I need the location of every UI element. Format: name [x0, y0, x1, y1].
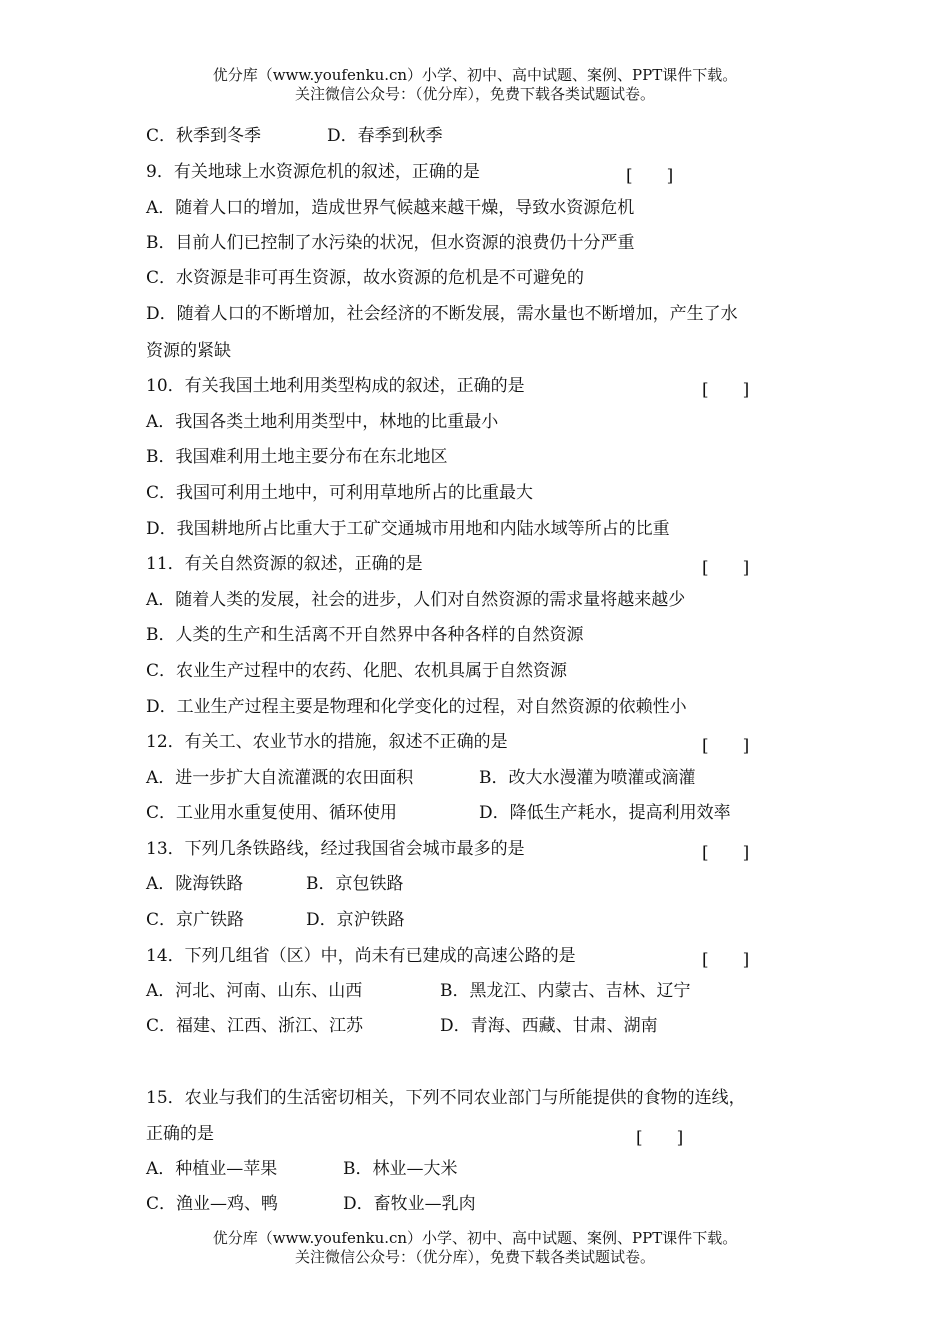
q12-stem: 12．有关工、农业节水的措施，叙述不正确的是 — [146, 732, 508, 752]
q14-option-b: B．黑龙江、内蒙古、吉林、辽宁 — [440, 981, 691, 1001]
q15-stem: 15．农业与我们的生活密切相关，下列不同农业部门与所能提供的食物的连线， — [146, 1088, 746, 1108]
q8-option-d: D．春季到秋季 — [327, 126, 443, 146]
q13-options-ab — [146, 873, 404, 895]
q9-option-d-continued: 资源的紧缺 — [146, 341, 231, 361]
q13-option-d: D．京沪铁路 — [306, 910, 405, 930]
q11-answer-bracket: [ ] — [702, 558, 750, 578]
header-line-1: 优分库（www.youfenku.cn）小学、初中、高中试题、案例、PPT课件下载。 — [212, 66, 738, 84]
q10-option-b: B．我国难利用土地主要分布在东北地区 — [146, 447, 448, 467]
q15-answer-bracket: [ ] — [636, 1128, 684, 1148]
q15-option-d: D．畜牧业—乳肉 — [343, 1194, 476, 1214]
footer-line-2: 关注微信公众号：（优分库），免费下载各类试题试卷。 — [294, 1248, 655, 1266]
q10-option-d: D．我国耕地所占比重大于工矿交通城市用地和内陆水域等所占的比重 — [146, 519, 670, 539]
q14-stem: 14．下列几组省（区）中，尚未有已建成的高速公路的是 — [146, 946, 576, 966]
footer-line-1: 优分库（www.youfenku.cn）小学、初中、高中试题、案例、PPT课件下载。 — [212, 1229, 738, 1247]
q9-answer-bracket: [ ] — [626, 166, 674, 186]
q14-option-a: A．河北、河南、山东、山西 — [146, 981, 363, 1001]
q11-option-d: D．工业生产过程主要是物理和化学变化的过程，对自然资源的依赖性小 — [146, 697, 687, 717]
q12-option-b: B．改大水漫灌为喷灌或滴灌 — [479, 768, 696, 788]
q9-option-d: D．随着人口的不断增加，社会经济的不断发展，需水量也不断增加，产生了水 — [146, 304, 738, 324]
q10-answer-bracket: [ ] — [702, 380, 750, 400]
q14-options-cd — [146, 1015, 658, 1037]
q14-options-ab — [146, 980, 691, 1002]
q13-options-cd — [146, 909, 405, 931]
q9-option-a: A．随着人口的增加，造成世界气候越来越干燥，导致水资源危机 — [146, 198, 635, 218]
q10-option-a: A．我国各类土地利用类型中，林地的比重最小 — [146, 412, 499, 432]
q13-option-c: C．京广铁路 — [146, 910, 245, 930]
q15-option-b: B．林业—大米 — [343, 1159, 458, 1179]
q10-option-c: C．我国可利用土地中，可利用草地所占的比重最大 — [146, 483, 534, 503]
page-header — [0, 66, 950, 104]
q15-stem-continued: 正确的是 — [146, 1124, 214, 1144]
q11-option-c: C．农业生产过程中的农药、化肥、农机具属于自然资源 — [146, 661, 568, 681]
q8-option-c: C．秋季到冬季 — [146, 126, 262, 146]
q13-answer-bracket: [ ] — [702, 843, 750, 863]
q14-option-c: C．福建、江西、浙江、江苏 — [146, 1016, 364, 1036]
q9-option-b: B．目前人们已控制了水污染的状况，但水资源的浪费仍十分严重 — [146, 233, 635, 253]
q15-option-a: A．种植业—苹果 — [146, 1159, 278, 1179]
q15-options-cd — [146, 1193, 476, 1215]
q9-stem: 9．有关地球上水资源危机的叙述，正确的是 — [146, 162, 480, 182]
q11-stem: 11．有关自然资源的叙述，正确的是 — [146, 554, 423, 574]
q12-answer-bracket: [ ] — [702, 736, 750, 756]
q11-option-a: A．随着人类的发展，社会的进步，人们对自然资源的需求量将越来越少 — [146, 590, 686, 610]
q12-option-a: A．进一步扩大自流灌溉的农田面积 — [146, 768, 414, 788]
q12-options-ab — [146, 767, 696, 789]
q15-option-c: C．渔业—鸡、鸭 — [146, 1194, 279, 1214]
q8-options-cd — [146, 125, 443, 147]
q10-stem: 10．有关我国土地利用类型构成的叙述，正确的是 — [146, 376, 525, 396]
q12-options-cd — [146, 802, 731, 824]
header-line-2: 关注微信公众号：（优分库），免费下载各类试题试卷。 — [294, 85, 655, 103]
q14-answer-bracket: [ ] — [702, 950, 750, 970]
q12-option-c: C．工业用水重复使用、循环使用 — [146, 803, 398, 823]
q9-option-c: C．水资源是非可再生资源，故水资源的危机是不可避免的 — [146, 268, 585, 288]
q13-option-b: B．京包铁路 — [306, 874, 404, 894]
q13-stem: 13．下列几条铁路线，经过我国省会城市最多的是 — [146, 839, 525, 859]
q15-options-ab — [146, 1158, 458, 1180]
q12-option-d: D．降低生产耗水，提高利用效率 — [479, 803, 731, 823]
page-footer — [0, 1229, 950, 1267]
q14-option-d: D．青海、西藏、甘肃、湖南 — [440, 1016, 658, 1036]
q13-option-a: A．陇海铁路 — [146, 874, 244, 894]
q11-option-b: B．人类的生产和生活离不开自然界中各种各样的自然资源 — [146, 625, 584, 645]
